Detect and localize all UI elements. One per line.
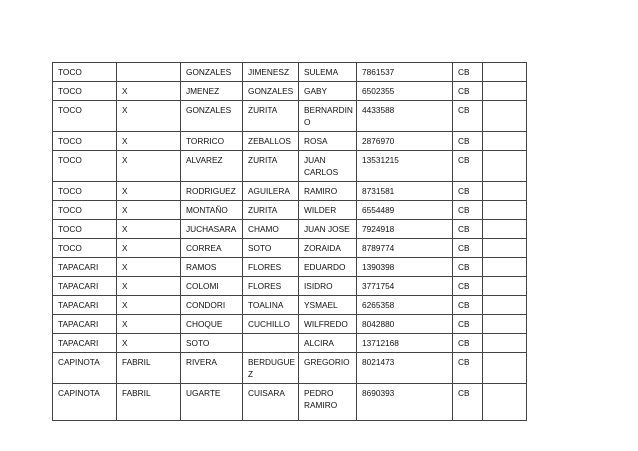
cell-municipality: CAPINOTA — [53, 384, 117, 421]
cell-first-surname: MONTAÑO — [181, 201, 243, 220]
cell-group: X — [117, 151, 181, 182]
cell-dept-code: CB — [453, 315, 483, 334]
table-row — [53, 296, 527, 315]
cell-dept-code: CB — [453, 239, 483, 258]
cell-second-surname: BERDUGUEZ — [243, 353, 299, 384]
table-row — [53, 101, 527, 132]
cell-first-surname: GONZALES — [181, 101, 243, 132]
cell-group: X — [117, 101, 181, 132]
cell-municipality: TOCO — [53, 82, 117, 101]
cell-second-surname: FLORES — [243, 258, 299, 277]
table-row — [53, 63, 527, 82]
cell-id-number: 1390398 — [357, 258, 453, 277]
cell-second-surname: ZEBALLOS — [243, 132, 299, 151]
cell-municipality: TAPACARI — [53, 296, 117, 315]
cell-dept-code: CB — [453, 258, 483, 277]
cell-blank — [483, 239, 527, 258]
table-row — [53, 384, 527, 421]
cell-blank — [483, 384, 527, 421]
cell-second-surname: ZURITA — [243, 151, 299, 182]
table-row — [53, 239, 527, 258]
table-body — [53, 63, 527, 421]
cell-group: FABRIL — [117, 353, 181, 384]
cell-id-number: 7861537 — [357, 63, 453, 82]
cell-id-number: 8731581 — [357, 182, 453, 201]
cell-first-surname: CORREA — [181, 239, 243, 258]
table-row — [53, 201, 527, 220]
cell-given-name: GABY — [299, 82, 357, 101]
cell-second-surname: SOTO — [243, 239, 299, 258]
table-row — [53, 353, 527, 384]
cell-municipality: TOCO — [53, 201, 117, 220]
cell-id-number: 8042880 — [357, 315, 453, 334]
cell-first-surname: CHOQUE — [181, 315, 243, 334]
cell-dept-code: CB — [453, 384, 483, 421]
cell-dept-code: CB — [453, 151, 483, 182]
cell-group: X — [117, 315, 181, 334]
cell-blank — [483, 101, 527, 132]
cell-blank — [483, 220, 527, 239]
cell-group: FABRIL — [117, 384, 181, 421]
cell-given-name: GREGORIO — [299, 353, 357, 384]
cell-id-number: 6502355 — [357, 82, 453, 101]
cell-group: X — [117, 296, 181, 315]
cell-blank — [483, 334, 527, 353]
cell-given-name: SULEMA — [299, 63, 357, 82]
cell-blank — [483, 132, 527, 151]
cell-second-surname: TOALINA — [243, 296, 299, 315]
cell-municipality: TOCO — [53, 239, 117, 258]
cell-first-surname: RIVERA — [181, 353, 243, 384]
cell-blank — [483, 201, 527, 220]
cell-given-name: BERNARDINO — [299, 101, 357, 132]
cell-blank — [483, 296, 527, 315]
table-row — [53, 220, 527, 239]
cell-first-surname: JMENEZ — [181, 82, 243, 101]
cell-dept-code: CB — [453, 82, 483, 101]
cell-blank — [483, 182, 527, 201]
cell-given-name: WILFREDO — [299, 315, 357, 334]
cell-blank — [483, 353, 527, 384]
cell-id-number: 2876970 — [357, 132, 453, 151]
cell-first-surname: SOTO — [181, 334, 243, 353]
cell-first-surname: JUCHASARA — [181, 220, 243, 239]
cell-second-surname: CHAMO — [243, 220, 299, 239]
cell-group: X — [117, 132, 181, 151]
cell-blank — [483, 258, 527, 277]
records-table — [52, 62, 527, 421]
cell-dept-code: CB — [453, 220, 483, 239]
table-row — [53, 334, 527, 353]
cell-group: X — [117, 258, 181, 277]
cell-id-number: 7924918 — [357, 220, 453, 239]
cell-municipality: TAPACARI — [53, 334, 117, 353]
cell-second-surname — [243, 334, 299, 353]
cell-second-surname: ZURITA — [243, 101, 299, 132]
cell-blank — [483, 82, 527, 101]
cell-municipality: TOCO — [53, 151, 117, 182]
cell-first-surname: GONZALES — [181, 63, 243, 82]
cell-second-surname: CUCHILLO — [243, 315, 299, 334]
cell-given-name: EDUARDO — [299, 258, 357, 277]
cell-given-name: YSMAEL — [299, 296, 357, 315]
cell-first-surname: ALVAREZ — [181, 151, 243, 182]
cell-group: X — [117, 239, 181, 258]
cell-group: X — [117, 277, 181, 296]
cell-given-name: JUAN JOSE — [299, 220, 357, 239]
cell-first-surname: CONDORI — [181, 296, 243, 315]
cell-given-name: JUAN CARLOS — [299, 151, 357, 182]
table-row — [53, 151, 527, 182]
cell-second-surname: AGUILERA — [243, 182, 299, 201]
cell-second-surname: GONZALES — [243, 82, 299, 101]
cell-second-surname: FLORES — [243, 277, 299, 296]
cell-id-number: 8021473 — [357, 353, 453, 384]
cell-blank — [483, 63, 527, 82]
cell-dept-code: CB — [453, 201, 483, 220]
cell-second-surname: ZURITA — [243, 201, 299, 220]
cell-dept-code: CB — [453, 101, 483, 132]
cell-first-surname: TORRICO — [181, 132, 243, 151]
cell-dept-code: CB — [453, 63, 483, 82]
cell-dept-code: CB — [453, 334, 483, 353]
cell-group: X — [117, 201, 181, 220]
cell-municipality: TOCO — [53, 101, 117, 132]
cell-id-number: 6554489 — [357, 201, 453, 220]
cell-given-name: WILDER — [299, 201, 357, 220]
cell-municipality: TOCO — [53, 63, 117, 82]
cell-municipality: TAPACARI — [53, 315, 117, 334]
cell-blank — [483, 151, 527, 182]
cell-dept-code: CB — [453, 182, 483, 201]
cell-group: X — [117, 334, 181, 353]
cell-id-number: 13531215 — [357, 151, 453, 182]
cell-second-surname: JIMENESZ — [243, 63, 299, 82]
cell-group — [117, 63, 181, 82]
table-row — [53, 132, 527, 151]
table-row — [53, 182, 527, 201]
cell-given-name: ROSA — [299, 132, 357, 151]
cell-id-number: 13712168 — [357, 334, 453, 353]
cell-id-number: 8789774 — [357, 239, 453, 258]
cell-dept-code: CB — [453, 277, 483, 296]
cell-dept-code: CB — [453, 353, 483, 384]
cell-municipality: TOCO — [53, 220, 117, 239]
table-row — [53, 315, 527, 334]
cell-second-surname: CUISARA — [243, 384, 299, 421]
cell-group: X — [117, 182, 181, 201]
cell-municipality: TOCO — [53, 132, 117, 151]
cell-group: X — [117, 220, 181, 239]
cell-id-number: 4433588 — [357, 101, 453, 132]
cell-first-surname: RAMOS — [181, 258, 243, 277]
cell-blank — [483, 315, 527, 334]
cell-given-name: RAMIRO — [299, 182, 357, 201]
cell-blank — [483, 277, 527, 296]
cell-municipality: TOCO — [53, 182, 117, 201]
cell-first-surname: COLOMI — [181, 277, 243, 296]
table-row — [53, 82, 527, 101]
table-row — [53, 258, 527, 277]
cell-first-surname: RODRIGUEZ — [181, 182, 243, 201]
cell-municipality: TAPACARI — [53, 277, 117, 296]
cell-id-number: 6265358 — [357, 296, 453, 315]
cell-given-name: PEDRO RAMIRO — [299, 384, 357, 421]
cell-given-name: ZORAIDA — [299, 239, 357, 258]
table-row — [53, 277, 527, 296]
cell-municipality: CAPINOTA — [53, 353, 117, 384]
cell-id-number: 8690393 — [357, 384, 453, 421]
cell-municipality: TAPACARI — [53, 258, 117, 277]
cell-group: X — [117, 82, 181, 101]
cell-given-name: ISIDRO — [299, 277, 357, 296]
cell-id-number: 3771754 — [357, 277, 453, 296]
cell-dept-code: CB — [453, 296, 483, 315]
cell-given-name: ALCIRA — [299, 334, 357, 353]
cell-first-surname: UGARTE — [181, 384, 243, 421]
cell-dept-code: CB — [453, 132, 483, 151]
